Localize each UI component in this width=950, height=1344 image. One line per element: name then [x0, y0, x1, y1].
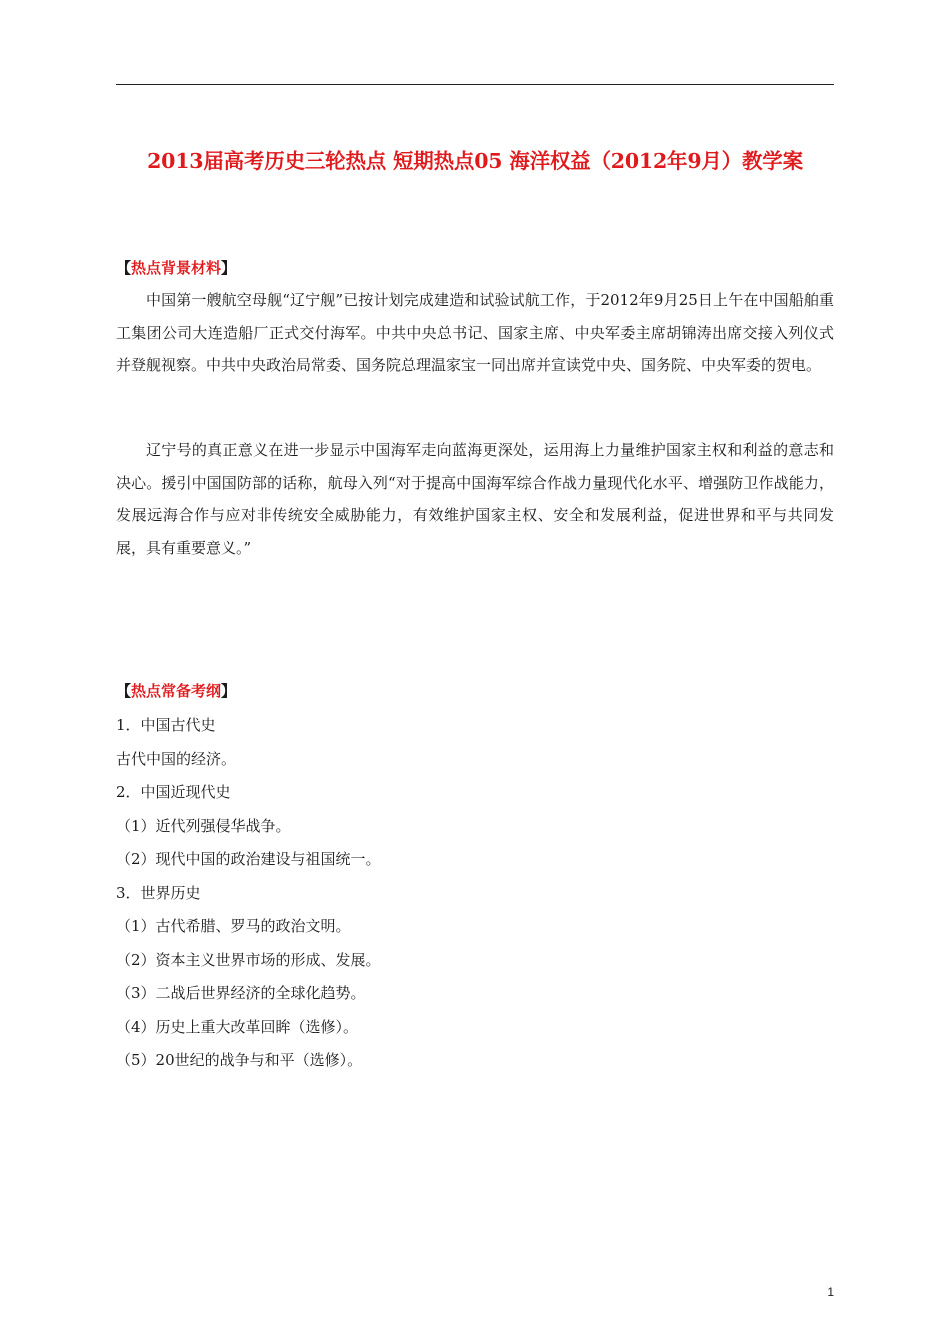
outline-item: （5）20世纪的战争与和平（选修）。	[116, 1051, 363, 1069]
outline-item: 古代中国的经济。	[116, 749, 237, 768]
page-number: 1	[827, 1285, 834, 1299]
outline-item: （1）古代希腊、罗马的政治文明。	[116, 917, 351, 935]
heading-text: 热点常备考纲	[131, 682, 222, 700]
heading-bracket-open: 【	[116, 259, 132, 277]
document-title: 2013届高考历史三轮热点 短期热点05 海洋权益（2012年9月）教学案	[147, 149, 803, 173]
outline-item: （4）历史上重大改革回眸（选修）。	[116, 1017, 359, 1036]
outline-item: （1）近代列强侵华战争。	[116, 816, 291, 835]
outline-item: （2）现代中国的政治建设与祖国统一。	[116, 850, 381, 868]
heading-text: 热点背景材料	[131, 259, 222, 277]
background-paragraph-2: 辽宁号的真正意义在进一步显示中国海军走向蓝海更深处，运用海上力量维护国家主权和利益的意志和决心。援引中国国防部的话称，航母入列“对于提高中国海军综合作战力量现代化水平、增强防卫作战能力，发展远海合作与应对非传统安全威胁能力，有效维护国家主权、安全和发展利益，促进世界和平与共同发展，具有重要意义。”	[116, 441, 834, 557]
heading-bracket-close: 】	[221, 259, 237, 277]
outline-list	[116, 709, 834, 1078]
outline-item: 3．世界历史	[116, 883, 201, 902]
heading-bracket-close: 】	[221, 682, 237, 700]
outline-section-heading	[116, 680, 236, 702]
outline-item: （3）二战后世界经济的全球化趋势。	[116, 984, 366, 1002]
outline-item: （2）资本主义世界市场的形成、发展。	[116, 950, 381, 969]
background-section-heading	[116, 257, 236, 279]
background-paragraph-1: 中国第一艘航空母舰“辽宁舰”已按计划完成建造和试验试航工作，于2012年9月25日上午在中国船舶重工集团公司大连造船厂正式交付海军。中共中央总书记、国家主席、中央军委主席胡锦涛出席交接入列仪式并登舰视察。中共中央政治局常委、国务院总理温家宝一同出席并宣读党中央、国务院、中央军委的贺电。	[116, 291, 834, 374]
outline-item: 1．中国古代史	[116, 716, 216, 734]
outline-item: 2．中国近现代史	[116, 783, 231, 801]
heading-bracket-open: 【	[116, 682, 132, 700]
header-rule	[116, 84, 834, 85]
